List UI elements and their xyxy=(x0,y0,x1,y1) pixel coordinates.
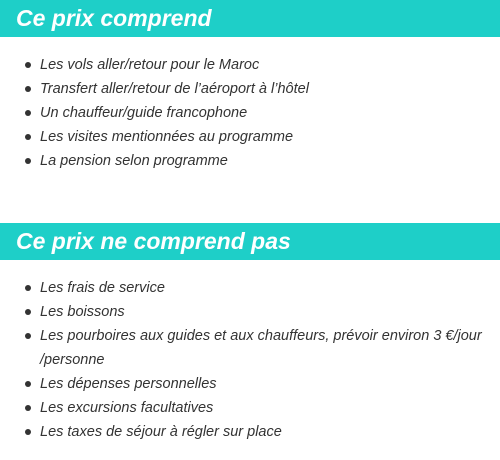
excluded-section-title: Ce prix ne comprend pas xyxy=(0,223,500,260)
bullet-icon xyxy=(25,86,31,92)
bullet-icon xyxy=(25,110,31,116)
bullet-icon xyxy=(25,134,31,140)
bullet-icon xyxy=(25,62,31,68)
list-item-text: Un chauffeur/guide francophone xyxy=(40,105,248,121)
list-item xyxy=(0,101,500,125)
list-item-text: Les taxes de séjour à régler sur place xyxy=(40,424,282,440)
bullet-icon xyxy=(25,333,31,339)
list-item xyxy=(0,372,500,396)
list-item xyxy=(0,276,500,300)
list-item xyxy=(0,77,500,101)
bullet-icon xyxy=(25,158,31,164)
bullet-icon xyxy=(25,429,31,435)
excluded-list xyxy=(0,276,500,444)
list-item-text: Les excursions facultatives xyxy=(40,400,214,416)
list-item-text: Les boissons xyxy=(40,304,125,320)
list-item xyxy=(0,53,500,77)
list-item-text: Les vols aller/retour pour le Maroc xyxy=(40,57,260,73)
list-item-text: Les frais de service xyxy=(40,280,165,296)
included-section-title: Ce prix comprend xyxy=(0,0,500,37)
list-item-text: Les visites mentionnées au programme xyxy=(40,129,294,145)
list-item-text: Les dépenses personnelles xyxy=(40,376,217,392)
list-item-text: Les pourboires aux guides et aux chauffeurs, prévoir environ 3 €/jour /personne xyxy=(40,328,482,368)
included-list xyxy=(0,53,500,173)
list-item-text: La pension selon programme xyxy=(40,153,228,169)
list-item xyxy=(0,396,500,420)
bullet-icon xyxy=(25,309,31,315)
list-item xyxy=(0,149,500,173)
bullet-icon xyxy=(25,285,31,291)
bullet-icon xyxy=(25,381,31,387)
list-item-text: Transfert aller/retour de l’aéroport à l’hôtel xyxy=(40,81,309,97)
list-item xyxy=(0,324,500,372)
list-item xyxy=(0,125,500,149)
bullet-icon xyxy=(25,405,31,411)
list-item xyxy=(0,420,500,444)
list-item xyxy=(0,300,500,324)
